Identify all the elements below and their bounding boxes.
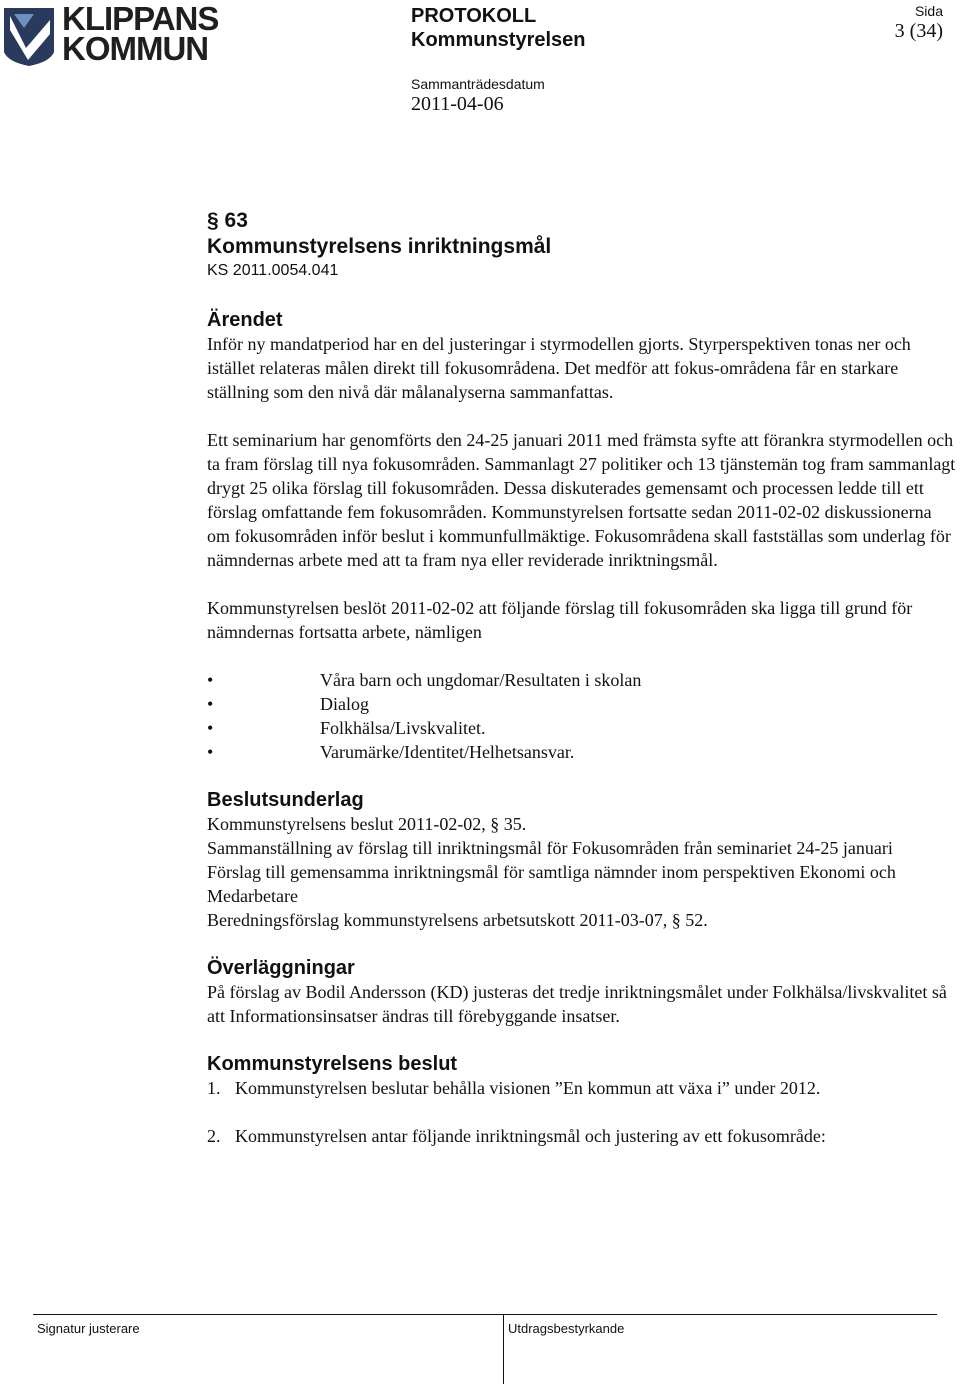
klippan-emblem-icon — [4, 6, 54, 66]
extract-certification-label: Utdragsbestyrkande — [508, 1321, 625, 1336]
document-body: Kommunstyrelsen — [411, 29, 586, 51]
logo-text — [62, 0, 219, 67]
meeting-date-label: Sammanträdesdatum — [411, 76, 545, 92]
logo-line-2: KOMMUN — [62, 30, 209, 67]
decision-number: 2. — [207, 1126, 221, 1146]
case-reference: KS 2011.0054.041 — [207, 262, 339, 279]
section-heading-beslut: Kommunstyrelsens beslut — [207, 1053, 458, 1075]
decision-text: Kommunstyrelsen beslutar behålla visionen ”En kommun att växa i” under 2012. — [235, 1078, 821, 1098]
list-item: • Dialog — [207, 692, 957, 716]
footer-column-divider — [503, 1314, 504, 1384]
focus-area-list — [207, 668, 957, 764]
decision-text: Kommunstyrelsen antar följande inriktningsmål och justering av ett fokusområde: — [235, 1126, 826, 1146]
logo-line-1: KLIPPANS — [62, 0, 219, 37]
section-heading-arendet: Ärendet — [207, 309, 283, 331]
paragraph-number: § 63 — [207, 209, 248, 232]
underlag-item: Kommunstyrelsens beslut 2011-02-02, § 35. — [207, 814, 527, 834]
list-item: • Folkhälsa/Livskvalitet. — [207, 716, 957, 740]
decision-item — [207, 1124, 957, 1148]
signature-label: Signatur justerare — [37, 1321, 140, 1336]
underlag-item: Beredningsförslag kommunstyrelsens arbetsutskott 2011-03-07, § 52. — [207, 910, 708, 930]
arendet-paragraph-3: Kommunstyrelsen beslöt 2011-02-02 att följande förslag till fokusområden ska ligga till grund för nämndernas fortsatta arbete, nämligen — [207, 598, 913, 642]
decision-number: 1. — [207, 1078, 221, 1098]
item-title: Kommunstyrelsens inriktningsmål — [207, 235, 552, 258]
klippan-logo — [4, 0, 219, 67]
document-content — [207, 208, 957, 1148]
decision-item — [207, 1076, 957, 1100]
list-item: • Våra barn och ungdomar/Resultaten i skolan — [207, 668, 957, 692]
meeting-date: 2011-04-06 — [411, 93, 504, 115]
section-heading-beslutsunderlag: Beslutsunderlag — [207, 789, 364, 811]
page-label: Sida — [914, 3, 943, 19]
decision-list — [207, 1076, 957, 1148]
overlaggningar-text: På förslag av Bodil Andersson (KD) justeras det tredje inriktningsmålet under Folkhälsa/livskvalitet så att Informationsinsatser ändras till förebyggande insatser. — [207, 982, 947, 1026]
arendet-paragraph-1: Inför ny mandatperiod har en del justeringar i styrmodellen gjorts. Styrperspektiven tonas ner och istället relateras målen direkt till fokusområdena. Det medför att fokus-områdena får en starkare ställning som den nivå där målanalyserna sammanfattas. — [207, 334, 911, 402]
footer-divider — [33, 1314, 937, 1315]
section-heading-overlaggningar: Överläggningar — [207, 957, 355, 979]
list-item: • Varumärke/Identitet/Helhetsansvar. — [207, 740, 957, 764]
document-type: PROTOKOLL — [411, 5, 537, 27]
arendet-paragraph-2: Ett seminarium har genomförts den 24-25 januari 2011 med främsta syfte att förankra styrmodellen och ta fram förslag till nya fokusområden. Sammanlagt 27 politiker och 13 tjänstemän tog fram sammanlagt drygt 25 olika förslag till fokusområden. Dessa diskuterades gemensamt och processen ledde till ett förslag omfattande fem fokusområden. Kommunstyrelsen fortsatte sedan 2011-02-02 diskussionerna om fokusområden inför beslut i kommunfullmäktige. Fokusområdena skall fastställas som underlag för nämndernas arbete med att ta fram nya eller reviderade inriktningsmål. — [207, 430, 956, 570]
underlag-item: Förslag till gemensamma inriktningsmål för samtliga nämnder inom perspektiven Ekonomi och Medarbetare — [207, 862, 896, 906]
underlag-item: Sammanställning av förslag till inriktningsmål för Fokusområden från seminariet 24-25 januari — [207, 838, 893, 858]
page-number: 3 (34) — [894, 20, 943, 42]
decision-spacer — [207, 1100, 957, 1124]
